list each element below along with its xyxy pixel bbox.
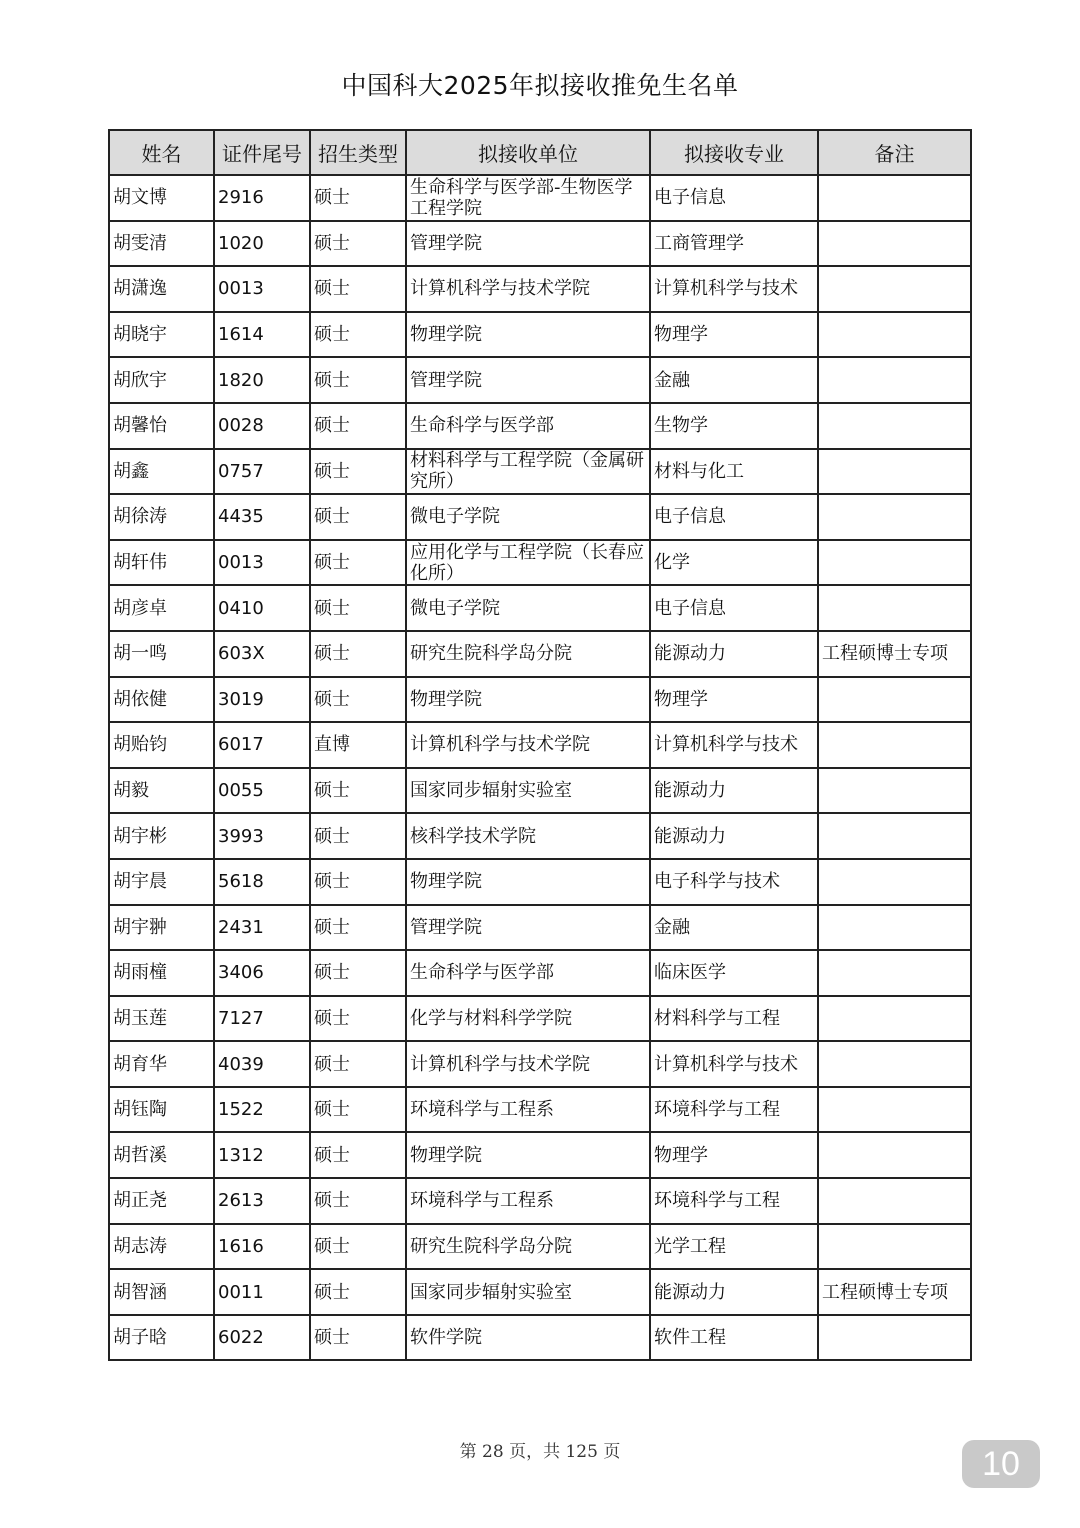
- header-unit: 拟接收单位: [406, 130, 650, 175]
- cell-unit: 环境科学与工程系: [406, 1087, 650, 1133]
- cell-id-suffix: 2613: [214, 1178, 310, 1224]
- cell-id-suffix: 5618: [214, 859, 310, 905]
- cell-unit: 生命科学与医学部: [406, 403, 650, 449]
- table-row: [109, 221, 971, 267]
- cell-major: 物理学: [650, 677, 818, 723]
- table-row: [109, 1087, 971, 1133]
- cell-enroll-type: 直博: [310, 722, 406, 768]
- cell-major: 软件工程: [650, 1315, 818, 1361]
- table-row: [109, 540, 971, 586]
- header-major: 拟接收专业: [650, 130, 818, 175]
- table-row: [109, 312, 971, 358]
- cell-unit: 微电子学院: [406, 585, 650, 631]
- cell-name: 胡雨橦: [109, 950, 214, 996]
- cell-major: 材料与化工: [650, 449, 818, 495]
- cell-enroll-type: 硕士: [310, 312, 406, 358]
- cell-major: 材料科学与工程: [650, 996, 818, 1042]
- cell-remark: [818, 905, 971, 951]
- cell-name: 胡文博: [109, 175, 214, 221]
- cell-enroll-type: 硕士: [310, 768, 406, 814]
- table-row: [109, 1178, 971, 1224]
- table-row: [109, 950, 971, 996]
- cell-unit: 化学与材料科学学院: [406, 996, 650, 1042]
- cell-id-suffix: 7127: [214, 996, 310, 1042]
- cell-id-suffix: 3406: [214, 950, 310, 996]
- cell-remark: [818, 1041, 971, 1087]
- cell-enroll-type: 硕士: [310, 540, 406, 586]
- cell-unit: 生命科学与医学部: [406, 950, 650, 996]
- table-row: [109, 585, 971, 631]
- table-row: [109, 859, 971, 905]
- cell-name: 胡馨怡: [109, 403, 214, 449]
- cell-major: 金融: [650, 905, 818, 951]
- cell-enroll-type: 硕士: [310, 494, 406, 540]
- cell-name: 胡宇晨: [109, 859, 214, 905]
- cell-remark: [818, 722, 971, 768]
- cell-enroll-type: 硕士: [310, 1087, 406, 1133]
- cell-enroll-type: 硕士: [310, 813, 406, 859]
- cell-name: 胡贻钧: [109, 722, 214, 768]
- cell-unit: 物理学院: [406, 1132, 650, 1178]
- cell-major: 计算机科学与技术: [650, 722, 818, 768]
- cell-name: 胡潇逸: [109, 266, 214, 312]
- cell-enroll-type: 硕士: [310, 175, 406, 221]
- cell-unit: 生命科学与医学部-生物医学工程学院: [406, 175, 650, 221]
- cell-enroll-type: 硕士: [310, 1041, 406, 1087]
- cell-enroll-type: 硕士: [310, 996, 406, 1042]
- cell-major: 能源动力: [650, 813, 818, 859]
- cell-unit: 计算机科学与技术学院: [406, 1041, 650, 1087]
- table-row: [109, 1132, 971, 1178]
- cell-major: 生物学: [650, 403, 818, 449]
- cell-remark: [818, 677, 971, 723]
- cell-remark: [818, 813, 971, 859]
- cell-unit: 物理学院: [406, 312, 650, 358]
- table-row: [109, 677, 971, 723]
- cell-name: 胡一鸣: [109, 631, 214, 677]
- cell-unit: 管理学院: [406, 905, 650, 951]
- cell-id-suffix: 0055: [214, 768, 310, 814]
- cell-remark: [818, 175, 971, 221]
- cell-id-suffix: 603X: [214, 631, 310, 677]
- cell-remark: [818, 312, 971, 358]
- cell-unit: 计算机科学与技术学院: [406, 722, 650, 768]
- cell-remark: [818, 540, 971, 586]
- cell-id-suffix: 4039: [214, 1041, 310, 1087]
- cell-name: 胡依健: [109, 677, 214, 723]
- cell-enroll-type: 硕士: [310, 266, 406, 312]
- cell-unit: 研究生院科学岛分院: [406, 1224, 650, 1270]
- table-row: [109, 357, 971, 403]
- cell-unit: 微电子学院: [406, 494, 650, 540]
- table-row: [109, 175, 971, 221]
- cell-enroll-type: 硕士: [310, 950, 406, 996]
- cell-name: 胡哲溪: [109, 1132, 214, 1178]
- cell-remark: [818, 768, 971, 814]
- cell-name: 胡钰陶: [109, 1087, 214, 1133]
- cell-remark: [818, 266, 971, 312]
- cell-unit: 计算机科学与技术学院: [406, 266, 650, 312]
- cell-name: 胡彦卓: [109, 585, 214, 631]
- cell-unit: 国家同步辐射实验室: [406, 1269, 650, 1315]
- cell-id-suffix: 0011: [214, 1269, 310, 1315]
- cell-remark: [818, 585, 971, 631]
- cell-remark: [818, 1224, 971, 1270]
- cell-id-suffix: 1820: [214, 357, 310, 403]
- cell-major: 化学: [650, 540, 818, 586]
- cell-remark: [818, 494, 971, 540]
- cell-name: 胡宇彬: [109, 813, 214, 859]
- cell-name: 胡晓宇: [109, 312, 214, 358]
- cell-major: 电子科学与技术: [650, 859, 818, 905]
- cell-id-suffix: 0757: [214, 449, 310, 495]
- cell-remark: [818, 859, 971, 905]
- cell-enroll-type: 硕士: [310, 221, 406, 267]
- header-enroll-type: 招生类型: [310, 130, 406, 175]
- cell-enroll-type: 硕士: [310, 631, 406, 677]
- cell-remark: [818, 1178, 971, 1224]
- admission-table: [108, 129, 972, 1361]
- cell-id-suffix: 1614: [214, 312, 310, 358]
- header-name: 姓名: [109, 130, 214, 175]
- cell-unit: 软件学院: [406, 1315, 650, 1361]
- cell-enroll-type: 硕士: [310, 449, 406, 495]
- cell-enroll-type: 硕士: [310, 1315, 406, 1361]
- cell-major: 计算机科学与技术: [650, 266, 818, 312]
- cell-name: 胡子晗: [109, 1315, 214, 1361]
- table-row: [109, 1224, 971, 1270]
- table-row: [109, 1315, 971, 1361]
- cell-name: 胡智涵: [109, 1269, 214, 1315]
- cell-id-suffix: 2431: [214, 905, 310, 951]
- cell-id-suffix: 0410: [214, 585, 310, 631]
- cell-name: 胡徐涛: [109, 494, 214, 540]
- cell-unit: 管理学院: [406, 357, 650, 403]
- cell-remark: [818, 1315, 971, 1361]
- table-row: [109, 449, 971, 495]
- cell-id-suffix: 1522: [214, 1087, 310, 1133]
- cell-remark: [818, 996, 971, 1042]
- table-row: [109, 266, 971, 312]
- cell-major: 环境科学与工程: [650, 1087, 818, 1133]
- table-row: [109, 1041, 971, 1087]
- cell-enroll-type: 硕士: [310, 403, 406, 449]
- cell-unit: 国家同步辐射实验室: [406, 768, 650, 814]
- cell-enroll-type: 硕士: [310, 677, 406, 723]
- cell-id-suffix: 3993: [214, 813, 310, 859]
- cell-remark: [818, 221, 971, 267]
- cell-major: 光学工程: [650, 1224, 818, 1270]
- cell-major: 物理学: [650, 1132, 818, 1178]
- table-row: [109, 1269, 971, 1315]
- cell-name: 胡欣宇: [109, 357, 214, 403]
- cell-major: 临床医学: [650, 950, 818, 996]
- cell-unit: 管理学院: [406, 221, 650, 267]
- cell-name: 胡玉莲: [109, 996, 214, 1042]
- table-row: [109, 996, 971, 1042]
- page-footer: 第 28 页，共 125 页: [459, 1442, 621, 1462]
- cell-id-suffix: 0028: [214, 403, 310, 449]
- cell-remark: [818, 403, 971, 449]
- cell-enroll-type: 硕士: [310, 1224, 406, 1270]
- cell-id-suffix: 6022: [214, 1315, 310, 1361]
- table-row: [109, 403, 971, 449]
- cell-enroll-type: 硕士: [310, 357, 406, 403]
- page-title: 中国科大2025年拟接收推免生名单: [341, 71, 739, 100]
- cell-major: 电子信息: [650, 585, 818, 631]
- cell-remark: [818, 1087, 971, 1133]
- cell-enroll-type: 硕士: [310, 1269, 406, 1315]
- table-row: [109, 494, 971, 540]
- table-row: [109, 905, 971, 951]
- cell-major: 工商管理学: [650, 221, 818, 267]
- header-row: [109, 130, 971, 175]
- cell-major: 电子信息: [650, 175, 818, 221]
- cell-remark: [818, 357, 971, 403]
- cell-name: 胡育华: [109, 1041, 214, 1087]
- cell-name: 胡正尧: [109, 1178, 214, 1224]
- cell-remark: 工程硕博士专项: [818, 631, 971, 677]
- table-row: [109, 631, 971, 677]
- cell-unit: 环境科学与工程系: [406, 1178, 650, 1224]
- cell-remark: [818, 449, 971, 495]
- page-number-badge[interactable]: 10: [962, 1440, 1040, 1488]
- cell-major: 计算机科学与技术: [650, 1041, 818, 1087]
- cell-id-suffix: 0013: [214, 266, 310, 312]
- cell-name: 胡鑫: [109, 449, 214, 495]
- cell-enroll-type: 硕士: [310, 1178, 406, 1224]
- table-row: [109, 813, 971, 859]
- table-row: [109, 768, 971, 814]
- cell-major: 电子信息: [650, 494, 818, 540]
- cell-name: 胡宇翀: [109, 905, 214, 951]
- cell-remark: 工程硕博士专项: [818, 1269, 971, 1315]
- cell-unit: 核科学技术学院: [406, 813, 650, 859]
- cell-enroll-type: 硕士: [310, 585, 406, 631]
- cell-unit: 研究生院科学岛分院: [406, 631, 650, 677]
- cell-unit: 物理学院: [406, 859, 650, 905]
- cell-id-suffix: 6017: [214, 722, 310, 768]
- cell-name: 胡毅: [109, 768, 214, 814]
- cell-name: 胡志涛: [109, 1224, 214, 1270]
- cell-unit: 材料科学与工程学院（金属研究所）: [406, 449, 650, 495]
- table-body: [109, 175, 971, 1360]
- cell-major: 能源动力: [650, 1269, 818, 1315]
- cell-name: 胡雯清: [109, 221, 214, 267]
- cell-id-suffix: 1020: [214, 221, 310, 267]
- cell-enroll-type: 硕士: [310, 905, 406, 951]
- cell-enroll-type: 硕士: [310, 859, 406, 905]
- cell-id-suffix: 3019: [214, 677, 310, 723]
- cell-unit: 物理学院: [406, 677, 650, 723]
- cell-major: 能源动力: [650, 768, 818, 814]
- cell-name: 胡轩伟: [109, 540, 214, 586]
- cell-enroll-type: 硕士: [310, 1132, 406, 1178]
- cell-major: 金融: [650, 357, 818, 403]
- table-row: [109, 722, 971, 768]
- cell-remark: [818, 950, 971, 996]
- header-id-suffix: 证件尾号: [214, 130, 310, 175]
- cell-major: 物理学: [650, 312, 818, 358]
- header-remark: 备注: [818, 130, 971, 175]
- cell-id-suffix: 0013: [214, 540, 310, 586]
- cell-id-suffix: 1616: [214, 1224, 310, 1270]
- cell-remark: [818, 1132, 971, 1178]
- cell-id-suffix: 1312: [214, 1132, 310, 1178]
- cell-id-suffix: 2916: [214, 175, 310, 221]
- cell-major: 能源动力: [650, 631, 818, 677]
- cell-unit: 应用化学与工程学院（长春应化所）: [406, 540, 650, 586]
- cell-major: 环境科学与工程: [650, 1178, 818, 1224]
- cell-id-suffix: 4435: [214, 494, 310, 540]
